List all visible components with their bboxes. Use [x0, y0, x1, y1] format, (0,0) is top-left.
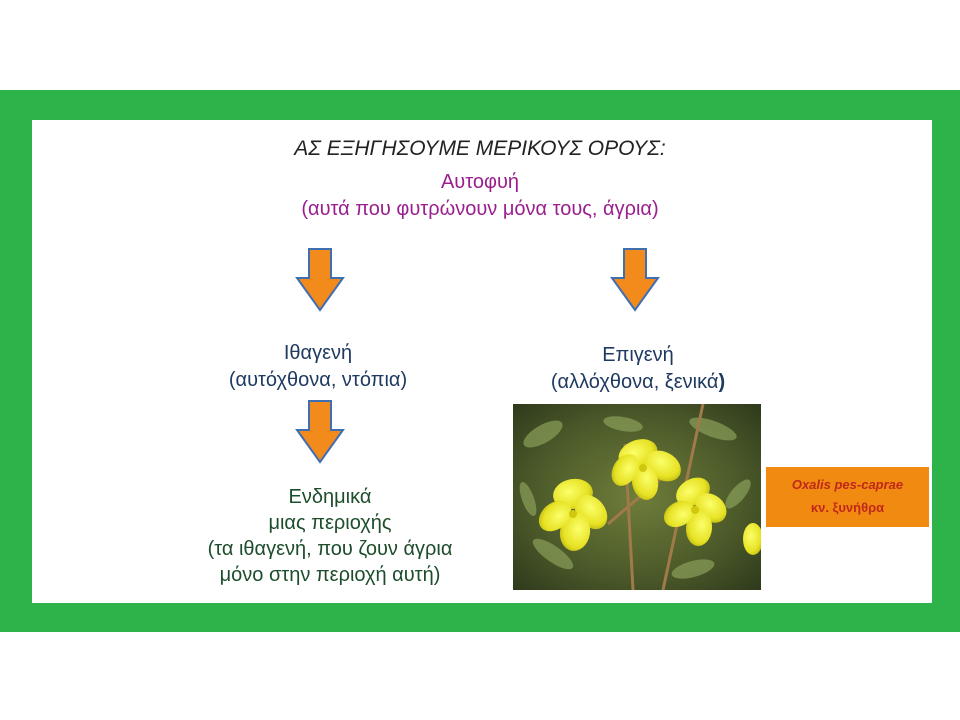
- native-description: (αυτόχθονα, ντόπια): [228, 369, 408, 391]
- slide-title: ΑΣ ΕΞΗΓΗΣΟΥΜΕ ΜΕΡΙΚΟΥΣ ΟΡΟΥΣ:: [294, 137, 666, 160]
- arrow-to-alien-icon: [610, 248, 660, 312]
- species-common-name: κν. ξυνήθρα: [810, 500, 885, 515]
- species-label-box: [766, 467, 929, 527]
- endemic-line-3: (τα ιθαγενή, που ζουν άγρια: [207, 538, 453, 560]
- alien-node: [488, 342, 788, 396]
- oxalis-flower-photo: [513, 404, 761, 590]
- spontaneous-label: Αυτοφυή: [440, 171, 520, 193]
- endemic-line-1: Ενδημικά: [288, 486, 372, 508]
- endemic-line-2: μιας περιοχής: [268, 512, 392, 534]
- native-label: Ιθαγενή: [283, 342, 353, 364]
- alien-label: Επιγενή: [602, 344, 674, 366]
- endemic-node: [180, 484, 480, 588]
- alien-close-paren: ): [718, 371, 726, 393]
- species-scientific-name: Oxalis pes-caprae: [791, 477, 904, 492]
- arrow-to-endemic-icon: [295, 400, 345, 464]
- alien-description-line: [488, 369, 788, 396]
- arrow-to-native-icon: [295, 248, 345, 312]
- endemic-line-4: μόνο στην περιοχή αυτή): [219, 564, 441, 586]
- alien-description: (αλλόχθονα, ξενικά: [550, 371, 719, 393]
- spontaneous-description: (αυτά που φυτρώνουν μόνα τους, άγρια): [301, 198, 659, 220]
- native-node: [168, 340, 468, 394]
